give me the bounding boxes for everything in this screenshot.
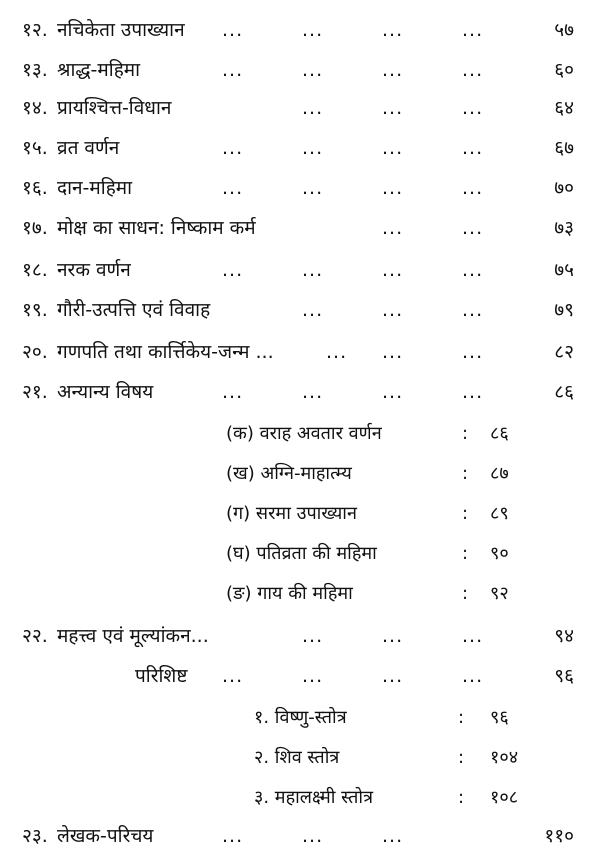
page-number: १०४ xyxy=(490,747,519,768)
leader-dots: ... xyxy=(462,59,484,81)
entry-number: १३. xyxy=(22,59,48,81)
leader-dots: ... xyxy=(462,381,484,403)
leader-dots: ... xyxy=(222,381,244,403)
toc-appendix-row xyxy=(0,738,600,778)
leader-dots: ... xyxy=(382,59,404,81)
leader-dots: ... xyxy=(326,341,348,363)
separator-colon: : xyxy=(462,423,469,444)
leader-dots: ... xyxy=(382,341,404,363)
leader-dots: ... xyxy=(222,825,244,847)
entry-title: लेखक-परिचय xyxy=(57,825,154,847)
page-number: ८६ xyxy=(554,381,574,403)
leader-dots: ... xyxy=(302,177,324,199)
leader-dots: ... xyxy=(302,59,324,81)
leader-dots: ... xyxy=(462,341,484,363)
toc-row xyxy=(0,250,600,290)
toc-row xyxy=(0,10,600,50)
leader-dots: ... xyxy=(302,19,324,41)
entry-title: मोक्ष का साधन: निष्काम कर्म xyxy=(57,217,256,239)
page-number: ९६ xyxy=(554,665,574,687)
leader-dots: ... xyxy=(302,97,324,119)
appendix-title: परिशिष्ट xyxy=(135,665,188,687)
leader-dots: ... xyxy=(382,625,404,647)
entry-title: गणपति तथा कार्त्तिकेय-जन्म ... xyxy=(57,341,274,363)
leader-dots: ... xyxy=(302,625,324,647)
subentry-title: (ङ) गाय की महिमा xyxy=(226,583,353,604)
leader-dots: ... xyxy=(382,19,404,41)
entry-number: २१. xyxy=(22,381,48,403)
leader-dots: ... xyxy=(302,381,324,403)
leader-dots: ... xyxy=(222,137,244,159)
leader-dots: ... xyxy=(302,665,324,687)
separator-colon: : xyxy=(458,787,465,808)
separator-colon: : xyxy=(462,463,469,484)
toc-appendix-row xyxy=(0,778,600,818)
leader-dots: ... xyxy=(462,625,484,647)
entry-title: श्राद्ध-महिमा xyxy=(57,59,141,81)
toc-row-appendix xyxy=(0,656,600,696)
entry-title: गौरी-उत्पत्ति एवं विवाह xyxy=(57,299,211,321)
page-number: ८२ xyxy=(554,341,574,363)
page-number: ८६ xyxy=(490,423,509,444)
leader-dots: ... xyxy=(222,177,244,199)
page-number: ७९ xyxy=(554,299,574,321)
toc-subrow xyxy=(0,534,600,574)
toc-row xyxy=(0,208,600,248)
leader-dots: ... xyxy=(222,19,244,41)
entry-title: व्रत वर्णन xyxy=(57,137,120,159)
page-number: ७३ xyxy=(554,217,574,239)
leader-dots: ... xyxy=(382,259,404,281)
page-number: ७५ xyxy=(554,259,574,281)
page-number: ८९ xyxy=(490,503,509,524)
leader-dots: ... xyxy=(382,177,404,199)
appendix-item-title: ३. महालक्ष्मी स्तोत्र xyxy=(254,787,374,808)
entry-title: नचिकेता उपाख्यान xyxy=(57,19,185,41)
toc-subrow xyxy=(0,574,600,614)
toc-subrow xyxy=(0,454,600,494)
leader-dots: ... xyxy=(462,299,484,321)
leader-dots: ... xyxy=(462,177,484,199)
leader-dots: ... xyxy=(382,137,404,159)
entry-number: १५. xyxy=(22,137,48,159)
appendix-item-title: १. विष्णु-स्तोत्र xyxy=(254,707,347,728)
separator-colon: : xyxy=(462,503,469,524)
leader-dots: ... xyxy=(462,19,484,41)
leader-dots: ... xyxy=(382,97,404,119)
page-number: ६७ xyxy=(554,137,574,159)
separator-colon: : xyxy=(462,543,469,564)
entry-number: २३. xyxy=(22,825,48,847)
page-number: ७० xyxy=(554,177,574,199)
leader-dots: ... xyxy=(462,259,484,281)
entry-title: अन्यान्य विषय xyxy=(57,381,154,403)
toc-row xyxy=(0,128,600,168)
page-number: १०८ xyxy=(490,787,519,808)
leader-dots: ... xyxy=(222,259,244,281)
entry-number: १६. xyxy=(22,177,48,199)
subentry-title: (ख) अग्नि-माहात्म्य xyxy=(226,463,352,484)
toc-row xyxy=(0,290,600,330)
page-number: ६४ xyxy=(554,97,574,119)
leader-dots: ... xyxy=(302,299,324,321)
leader-dots: ... xyxy=(302,825,324,847)
toc-row xyxy=(0,50,600,90)
leader-dots: ... xyxy=(302,259,324,281)
toc-subrow xyxy=(0,494,600,534)
entry-number: १२. xyxy=(22,19,48,41)
entry-title: नरक वर्णन xyxy=(57,259,131,281)
leader-dots: ... xyxy=(462,217,484,239)
entry-title: दान-महिमा xyxy=(57,177,133,199)
entry-number: २०. xyxy=(22,341,48,363)
leader-dots: ... xyxy=(382,381,404,403)
subentry-title: (क) वराह अवतार वर्णन xyxy=(226,423,382,444)
toc-row xyxy=(0,332,600,372)
entry-title: प्रायश्चित्त-विधान xyxy=(57,97,172,119)
leader-dots: ... xyxy=(382,217,404,239)
separator-colon: : xyxy=(458,707,465,728)
toc-row xyxy=(0,616,600,656)
separator-colon: : xyxy=(458,747,465,768)
entry-number: १४. xyxy=(22,97,48,119)
entry-number: १८. xyxy=(22,259,48,281)
toc-row xyxy=(0,816,600,856)
leader-dots: ... xyxy=(382,825,404,847)
page-number: ८७ xyxy=(490,463,509,484)
page-number: ९० xyxy=(490,543,509,564)
page-number: ११० xyxy=(544,825,574,847)
leader-dots: ... xyxy=(462,97,484,119)
leader-dots: ... xyxy=(382,665,404,687)
page-number: ९२ xyxy=(490,583,509,604)
separator-colon: : xyxy=(462,583,469,604)
entry-number: १७. xyxy=(22,217,48,239)
appendix-item-title: २. शिव स्तोत्र xyxy=(254,747,340,768)
leader-dots: ... xyxy=(222,59,244,81)
leader-dots: ... xyxy=(302,137,324,159)
toc-subrow xyxy=(0,414,600,454)
toc-row xyxy=(0,372,600,412)
toc-row xyxy=(0,168,600,208)
subentry-title: (ग) सरमा उपाख्यान xyxy=(226,503,357,524)
toc-row xyxy=(0,88,600,128)
leader-dots: ... xyxy=(462,137,484,159)
entry-number: २२. xyxy=(22,625,48,647)
entry-title: महत्त्व एवं मूल्यांकन... xyxy=(57,625,209,647)
entry-number: १९. xyxy=(22,299,48,321)
page-number: ६० xyxy=(554,59,574,81)
leader-dots: ... xyxy=(382,299,404,321)
leader-dots: ... xyxy=(462,665,484,687)
page-number: ९४ xyxy=(554,625,574,647)
toc-appendix-row xyxy=(0,698,600,738)
page-number: ९६ xyxy=(490,707,509,728)
leader-dots: ... xyxy=(222,665,244,687)
page-number: ५७ xyxy=(554,19,574,41)
subentry-title: (घ) पतिव्रता की महिमा xyxy=(226,543,377,564)
